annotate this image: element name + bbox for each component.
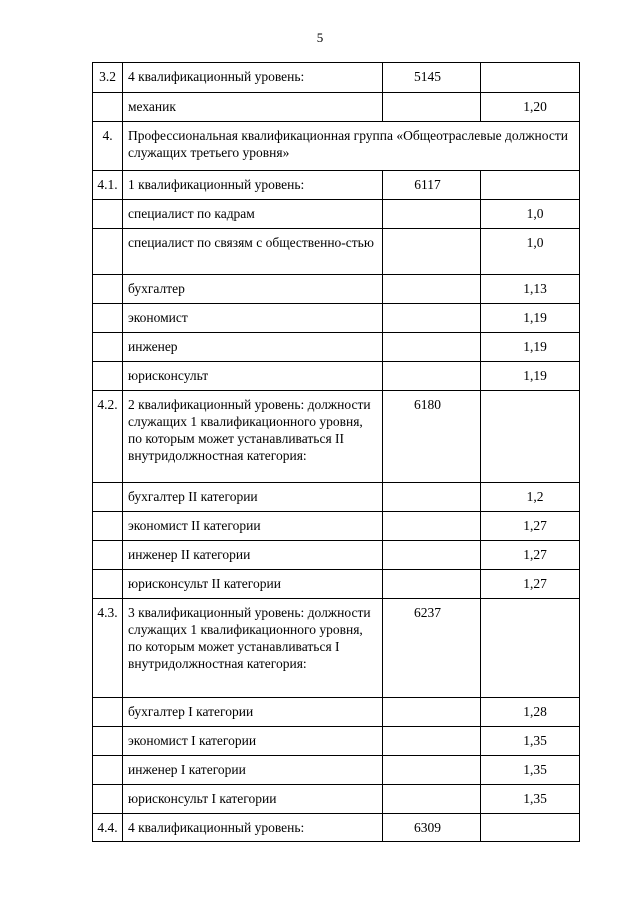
position-name: экономист II категории: [123, 512, 383, 541]
table-row: [93, 333, 580, 362]
table-row: [93, 171, 580, 200]
position-name: экономист: [123, 304, 383, 333]
base-salary: [383, 512, 481, 541]
coefficient: 1,28: [481, 698, 580, 727]
base-salary: [383, 756, 481, 785]
position-name: 2 квалификационный уровень: должности служащих 1 квалификационного уровня, по которым может устанавливаться II внутридолжностная категория:: [123, 391, 383, 483]
base-salary: [383, 541, 481, 570]
position-name: инженер I категории: [123, 756, 383, 785]
row-number: [93, 727, 123, 756]
coefficient: [481, 599, 580, 698]
table-row: [93, 512, 580, 541]
coefficient: 1,0: [481, 200, 580, 229]
coefficient: 1,19: [481, 304, 580, 333]
position-name: бухгалтер: [123, 275, 383, 304]
coefficient: 1,35: [481, 785, 580, 814]
row-number: [93, 362, 123, 391]
row-number: [93, 229, 123, 275]
base-salary: [383, 229, 481, 275]
table-row: [93, 698, 580, 727]
base-salary: [383, 93, 481, 122]
table-row: [93, 93, 580, 122]
table-row: [93, 570, 580, 599]
position-name: инженер: [123, 333, 383, 362]
row-number: [93, 512, 123, 541]
table-row: [93, 756, 580, 785]
coefficient: 1,20: [481, 93, 580, 122]
base-salary: [383, 304, 481, 333]
row-number: 4.: [93, 122, 123, 171]
coefficient: [481, 171, 580, 200]
position-name: бухгалтер II категории: [123, 483, 383, 512]
table-row: [93, 275, 580, 304]
table-row: [93, 785, 580, 814]
base-salary: [383, 483, 481, 512]
base-salary: [383, 275, 481, 304]
coefficient: 1,27: [481, 512, 580, 541]
position-name: 4 квалификационный уровень:: [123, 814, 383, 842]
coefficient: 1,19: [481, 362, 580, 391]
base-salary: [383, 200, 481, 229]
position-name: 3 квалификационный уровень: должности служащих 1 квалификационного уровня, по которым может устанавливаться I внутридолжностная категория:: [123, 599, 383, 698]
row-number: [93, 785, 123, 814]
row-number: [93, 756, 123, 785]
row-number: 4.2.: [93, 391, 123, 483]
coefficient: 1,35: [481, 756, 580, 785]
table-row: [93, 229, 580, 275]
coefficient: 1,27: [481, 570, 580, 599]
coefficient: 1,19: [481, 333, 580, 362]
group-header-row: [93, 122, 580, 171]
row-number: [93, 333, 123, 362]
position-name: юрисконсульт I категории: [123, 785, 383, 814]
coefficient: 1,13: [481, 275, 580, 304]
base-salary: 6237: [383, 599, 481, 698]
table-row: [93, 727, 580, 756]
position-name: экономист I категории: [123, 727, 383, 756]
table-row: [93, 304, 580, 333]
row-number: 4.4.: [93, 814, 123, 842]
position-name: инженер II категории: [123, 541, 383, 570]
coefficient: [481, 814, 580, 842]
position-name: юрисконсульт: [123, 362, 383, 391]
table-row: [93, 63, 580, 93]
row-number: [93, 483, 123, 512]
base-salary: [383, 727, 481, 756]
coefficient: 1,35: [481, 727, 580, 756]
table-row: [93, 541, 580, 570]
base-salary: [383, 570, 481, 599]
base-salary: 6117: [383, 171, 481, 200]
coefficient: 1,2: [481, 483, 580, 512]
row-number: [93, 275, 123, 304]
base-salary: 6180: [383, 391, 481, 483]
group-title: Профессиональная квалификационная группа «Общеотраслевые должности служащих третьего уровня»: [123, 122, 580, 171]
row-number: [93, 541, 123, 570]
base-salary: [383, 362, 481, 391]
row-number: [93, 304, 123, 333]
position-name: юрисконсульт II категории: [123, 570, 383, 599]
row-number: [93, 200, 123, 229]
table-row: [93, 814, 580, 842]
row-number: 4.1.: [93, 171, 123, 200]
table-row: [93, 200, 580, 229]
row-number: [93, 698, 123, 727]
base-salary: [383, 333, 481, 362]
base-salary: [383, 698, 481, 727]
page-number: 5: [316, 30, 324, 45]
position-name: 4 квалификационный уровень:: [123, 63, 383, 93]
position-name: специалист по кадрам: [123, 200, 383, 229]
row-number: 4.3.: [93, 599, 123, 698]
position-name: 1 квалификационный уровень:: [123, 171, 383, 200]
coefficient: 1,0: [481, 229, 580, 275]
base-salary: 6309: [383, 814, 481, 842]
position-name: бухгалтер I категории: [123, 698, 383, 727]
row-number: 3.2: [93, 63, 123, 93]
table-row: [93, 599, 580, 698]
salary-table: [92, 62, 580, 842]
table-row: [93, 391, 580, 483]
table-row: [93, 362, 580, 391]
base-salary: [383, 785, 481, 814]
coefficient: [481, 391, 580, 483]
position-name: механик: [123, 93, 383, 122]
table-row: [93, 483, 580, 512]
position-name: специалист по связям с общественно-стью: [123, 229, 383, 275]
coefficient: [481, 63, 580, 93]
base-salary: 5145: [383, 63, 481, 93]
coefficient: 1,27: [481, 541, 580, 570]
row-number: [93, 570, 123, 599]
row-number: [93, 93, 123, 122]
